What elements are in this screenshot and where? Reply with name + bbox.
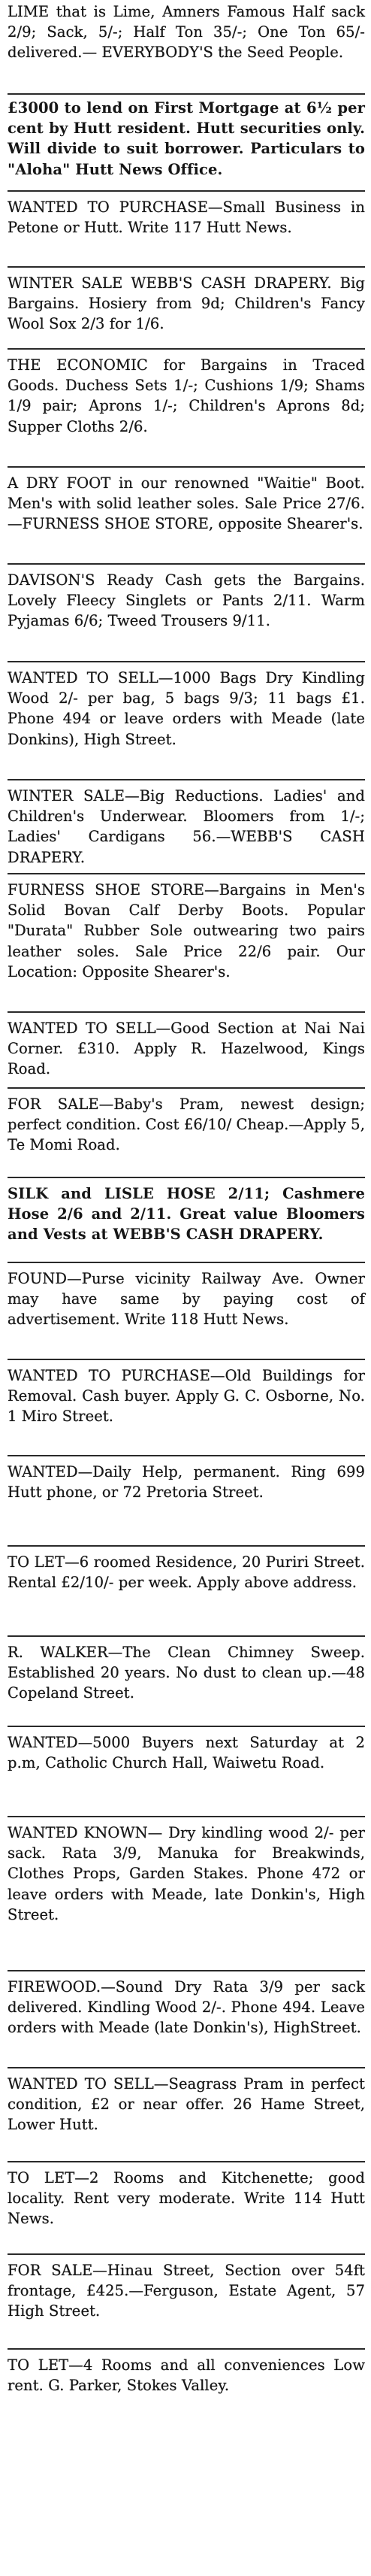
column-rule	[8, 779, 365, 780]
column-rule	[8, 563, 365, 565]
ad-wanted-business: WANTED TO PURCHASE—Small Business in Petone or Hutt. Write 117 Hutt News.	[8, 199, 365, 237]
ad-daily-help: WANTED—Daily Help, permanent. Ring 699 Hutt phone, or 72 Pretoria Street.	[8, 1463, 365, 1502]
ad-lime: LIME that is Lime, Amners Famous Half sack 2/9; Sack, 5/-; Half Ton 35/-; One Ton 65/- delivered.— EVERYBODY'S the Seed People.	[8, 3, 365, 62]
ad-davisons: DAVISON'S Ready Cash gets the Bargains. Lovely Fleecy Singlets or Pants 2/11. Warm Pyjamas 6/6; Tweed Trousers 9/11.	[8, 571, 365, 630]
column-rule	[8, 1177, 365, 1178]
ad-four-rooms: TO LET—4 Rooms and all conveniences Low rent. G. Parker, Stokes Valley.	[8, 2356, 365, 2395]
column-rule	[8, 873, 365, 874]
column-rule	[8, 1087, 365, 1089]
column-rule	[8, 1359, 365, 1360]
column-rule	[8, 1455, 365, 1456]
ad-seagrass-pram: WANTED TO SELL—Seagrass Pram in perfect condition, £2 or near offer. 26 Hame Street, Lower Hutt.	[8, 2075, 365, 2134]
ad-found-purse: FOUND—Purse vicinity Railway Ave. Owner may have same by paying cost of advertisement. Write 118 Hutt News.	[8, 1270, 365, 1329]
ad-kindling-wood: WANTED KNOWN— Dry kindling wood 2/- per sack. Rata 3/9, Manuka for Breakwinds, Clothes Props, Garden Stakes. Phone 472 or leave orders with Meade, late Donkin's, High Street.	[8, 1824, 365, 1923]
ad-buyers-next-saturday: WANTED—5000 Buyers next Saturday at 2 p.m, Catholic Church Hall, Waiwetu Road.	[8, 1734, 365, 1772]
ad-firewood: FIREWOOD.—Sound Dry Rata 3/9 per sack delivered. Kindling Wood 2/-. Phone 494. Leave orders with Meade (late Donkin's), HighStreet.	[8, 1978, 365, 2037]
ad-section-nai-nai: WANTED TO SELL—Good Section at Nai Nai Corner. £310. Apply R. Hazelwood, Kings Road.	[8, 1020, 365, 1078]
column-rule	[8, 1545, 365, 1547]
ad-furness-derby: FURNESS SHOE STORE—Bargains in Men's Solid Bovan Calf Derby Boots. Popular "Durata" Rubber Sole outwearing two pairs leather soles. Sale Price 22/6 pair. Our Location: Opposite Shearer's.	[8, 881, 365, 980]
column-rule	[8, 93, 365, 95]
column-rule	[8, 2067, 365, 2068]
column-rule	[8, 1816, 365, 1817]
ad-mortgage: £3000 to lend on First Mortgage at 6½ per cent by Hutt resident. Hutt securities only. Will divide to suit borrower. Particulars to "Aloha" Hutt News Office.	[8, 99, 365, 178]
ad-rooms-kitchenette: TO LET—2 Rooms and Kitchenette; good locality. Rent very moderate. Write 114 Hutt News.	[8, 2169, 365, 2228]
column-rule	[8, 266, 365, 268]
ad-hinau-section: FOR SALE—Hinau Street, Section over 54ft frontage, £425.—Ferguson, Estate Agent, 57 High Street.	[8, 2262, 365, 2320]
ad-dry-foot: A DRY FOOT in our renowned "Waitie" Boot. Men's with solid leather soles. Sale Price 27/6.—FURNESS SHOE STORE, opposite Shearer's.	[8, 474, 365, 533]
column-rule	[8, 1011, 365, 1013]
ad-webbs-winter-sale: WINTER SALE WEBB'S CASH DRAPERY. Big Bargains. Hosiery from 9d; Children's Fancy Wool Sox 2/3 for 1/6.	[8, 274, 365, 333]
column-rule	[8, 190, 365, 192]
ad-old-buildings: WANTED TO PURCHASE—Old Buildings for Removal. Cash buyer. Apply G. C. Osborne, No. 1 Miro Street.	[8, 1367, 365, 1426]
ad-wood-for-sale: WANTED TO SELL—1000 Bags Dry Kindling Wood 2/- per bag, 5 bags 9/3; 11 bags £1. Phone 494 or leave orders with Meade (late Donkins), High Street.	[8, 669, 365, 748]
column-rule	[8, 2253, 365, 2255]
ad-silk-hose: SILK and LISLE HOSE 2/11; Cashmere Hose 2/6 and 2/11. Great value Bloomers and Vests at WEBB'S CASH DRAPERY.	[8, 1185, 365, 1244]
ad-babys-pram: FOR SALE—Baby's Pram, newest design; perfect condition. Cost £6/10/ Cheap.—Apply 5, Te Momi Road.	[8, 1096, 365, 1154]
column-rule	[8, 661, 365, 662]
column-rule	[8, 1635, 365, 1637]
column-rule	[8, 466, 365, 468]
column-rule	[8, 1726, 365, 1727]
column-rule	[8, 1262, 365, 1263]
column-rule	[8, 2161, 365, 2162]
ad-winter-sale-reductions: WINTER SALE—Big Reductions. Ladies' and Children's Underwear. Bloomers from 1/-; Ladies' Cardigans 56.—WEBB'S CASH DRAPERY.	[8, 787, 365, 866]
column-rule	[8, 2348, 365, 2350]
ad-the-economic: THE ECONOMIC for Bargains in Traced Goods. Duchess Sets 1/-; Cushions 1/9; Shams 1/9 pair; Aprons 1/-; Children's Aprons 8d; Supper Cloths 2/6.	[8, 356, 365, 435]
ad-puriri-residence: TO LET—6 roomed Residence, 20 Puriri Street. Rental £2/10/- per week. Apply above address.	[8, 1553, 365, 1592]
column-rule	[8, 348, 365, 350]
ad-chimney-sweep: R. WALKER—The Clean Chimney Sweep. Established 20 years. No dust to clean up.—48 Copeland Street.	[8, 1644, 365, 1702]
column-rule	[8, 1970, 365, 1971]
